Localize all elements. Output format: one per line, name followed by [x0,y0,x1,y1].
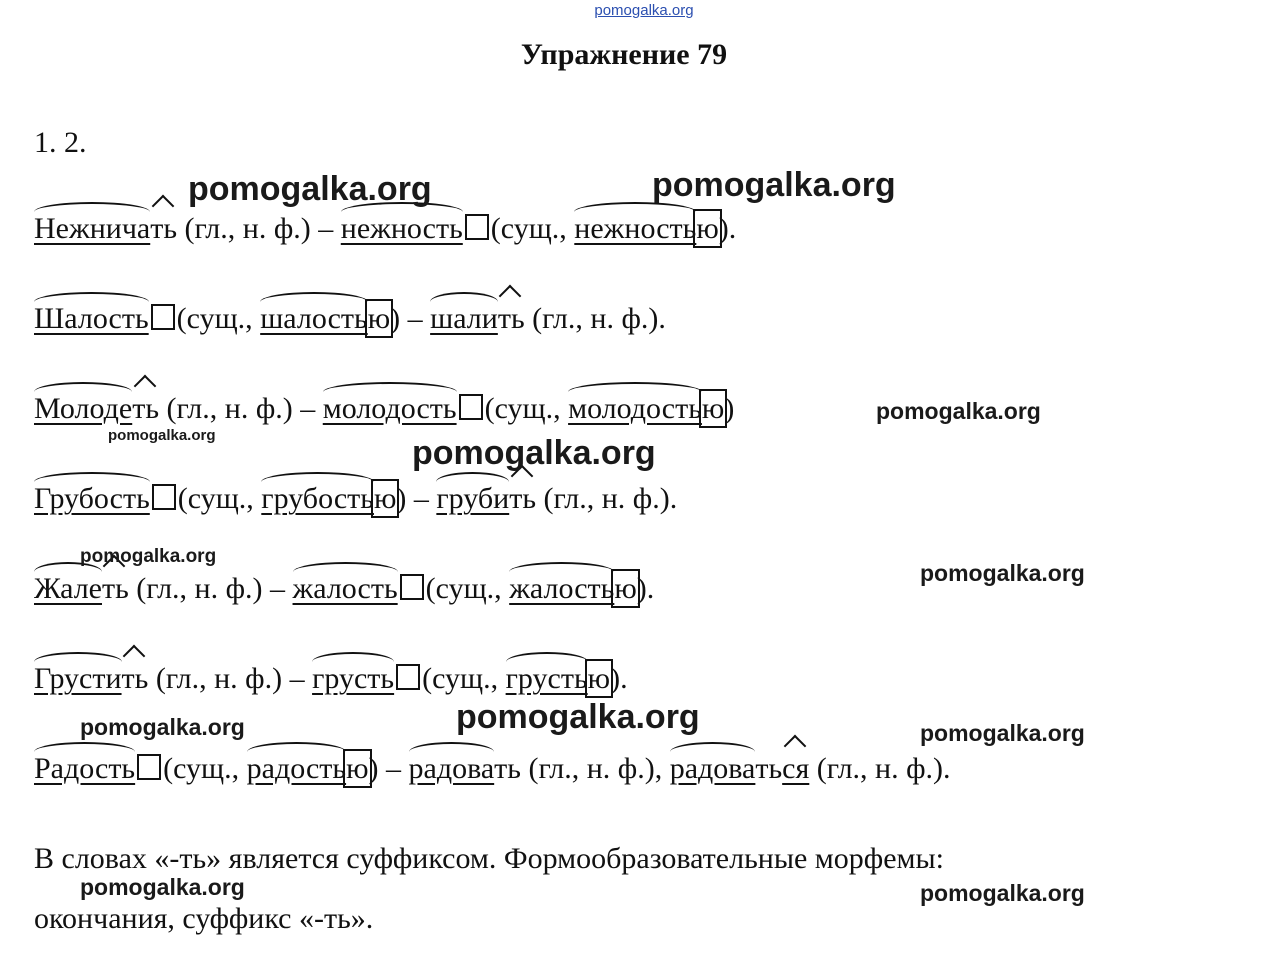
grammar-note: (сущ., [425,572,510,605]
watermark: pomogalka.org [652,166,896,204]
grammar-note: (гл., н. ф.). [524,302,666,335]
closing: ). [610,662,628,695]
suffix: ть [755,752,783,785]
root-word: Радость [34,752,135,786]
grammar-note: (гл., н. ф.). [536,482,678,515]
grammar-note: (гл., н. ф.) – [177,212,341,245]
grammar-note: (сущ., [177,482,262,515]
grammar-note: (сущ., [484,392,569,425]
zero-ending-box [400,574,424,600]
word-line-7 [34,752,951,786]
suffix: ть [122,662,149,696]
grammar-note: (сущ., [163,752,247,785]
word-line-2 [34,302,666,336]
grammar-note: (гл., н. ф.) – [148,662,313,695]
stem: жалость [509,572,614,606]
watermark: pomogalka.org [412,434,656,472]
stem: радость [247,752,346,786]
root-word: грусть [312,662,394,696]
root-word: Молоде [34,392,132,426]
watermark: pomogalka.org [920,880,1085,906]
stem: нежность [574,212,696,246]
postfix: ся [782,752,809,786]
zero-ending-box [137,754,161,780]
word-line-1 [34,212,736,246]
root-word: нежность [341,212,463,246]
ending-box: ю [587,662,611,695]
stem: молодость [568,392,702,426]
grammar-note: (гл., н. ф.). [809,752,951,785]
root-word: молодость [323,392,457,426]
watermark: pomogalka.org [80,874,245,900]
root-word: Нежнича [34,212,150,246]
zero-ending-box [459,394,483,420]
suffix: ть [494,752,521,785]
suffix: ть [132,392,159,426]
exercise-title: Упражнение 79 [520,38,728,71]
watermark: pomogalka.org [456,698,700,736]
zero-ending-box [396,664,420,690]
grammar-note: (сущ., [176,302,261,335]
watermark: pomogalka.org [876,398,1041,424]
suffix: ть [509,482,536,516]
suffix: ть [498,302,525,336]
watermark: pomogalka.org [108,427,216,444]
top-watermark-link[interactable]: pomogalka.org [594,2,694,19]
zero-ending-box [152,484,176,510]
grammar-note: ) – [390,302,431,335]
ending-box: ю [346,752,369,785]
root-word: Грусти [34,662,122,696]
watermark: pomogalka.org [80,714,245,740]
root-word: Шалость [34,302,149,336]
watermark: pomogalka.org [920,720,1085,746]
root-word: радова [670,752,756,786]
word-line-4 [34,482,677,516]
grammar-note: (гл., н. ф.), [520,752,670,785]
stem: шалость [260,302,368,336]
ending-box: ю [367,302,391,335]
ending-box: ю [701,392,725,425]
closing: ). [636,572,655,605]
suffix: ть [102,572,129,606]
root-word: Жале [34,572,102,606]
word-line-5 [34,572,654,606]
root-word: груби [436,482,509,516]
ending-box: ю [614,572,637,605]
root-word: шали [430,302,498,336]
word-line-3 [34,392,734,426]
stem: грубость [261,482,374,516]
task-number: 1. 2. [34,126,87,159]
grammar-note: (гл., н. ф.) – [159,392,323,425]
zero-ending-box [151,304,175,330]
ending-box: ю [373,482,397,515]
grammar-note: ) – [368,752,409,785]
grammar-note: (сущ., [490,212,575,245]
grammar-note: ) – [396,482,437,515]
word-line-6 [34,662,628,696]
closing: ) [724,392,735,425]
grammar-note: (сущ., [422,662,506,695]
stem: грусть [506,662,588,696]
zero-ending-box [465,214,489,240]
grammar-note: (гл., н. ф.) – [128,572,293,605]
root-word: радова [409,752,495,786]
root-word: Грубость [34,482,150,516]
suffix: ть [150,212,177,246]
watermark: pomogalka.org [80,546,217,567]
ending-box: ю [696,212,719,245]
watermark: pomogalka.org [188,170,432,208]
closing: ). [718,212,737,245]
watermark: pomogalka.org [920,560,1085,586]
root-word: жалость [293,572,398,606]
conclusion-line-1: В словах «-ть» является суффиксом. Формообразовательные морфемы: [34,842,945,875]
conclusion-line-2: окончания, суффикс «-ть». [34,902,374,935]
